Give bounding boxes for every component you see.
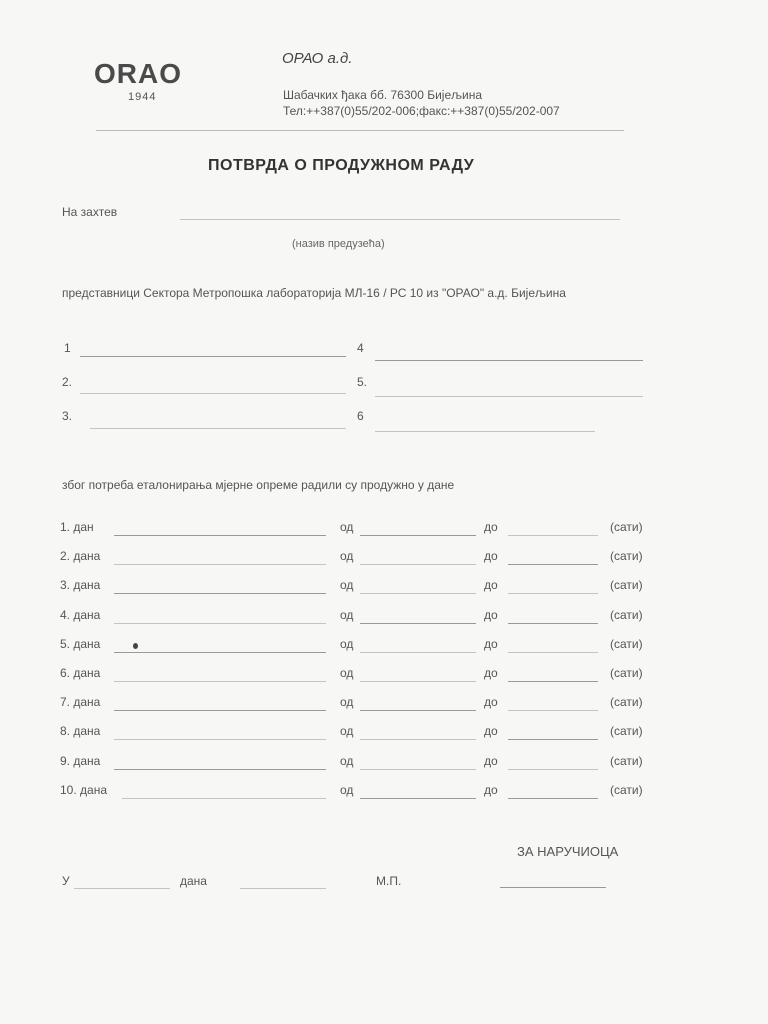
from-label: од xyxy=(340,549,354,563)
to-time-line xyxy=(508,798,598,799)
to-time-line xyxy=(508,535,598,536)
to-label: до xyxy=(484,608,498,622)
day-date-line xyxy=(114,623,326,624)
to-label: до xyxy=(484,578,498,592)
from-time-line xyxy=(360,564,476,565)
from-label: од xyxy=(340,608,354,622)
person-line xyxy=(375,396,643,397)
person-number: 3. xyxy=(62,409,73,423)
company-phone-fax: Тел:++387(0)55/202-006;факс:++387(0)55/202-007 xyxy=(283,104,560,118)
to-time-line xyxy=(508,739,598,740)
person-line xyxy=(90,428,346,429)
client-label: ЗА НАРУЧИОЦА xyxy=(517,844,619,859)
hours-unit: (сати) xyxy=(610,520,643,534)
logo-year: 1944 xyxy=(128,91,157,103)
hours-unit: (сати) xyxy=(610,724,643,738)
document-title: ПОТВРДА О ПРОДУЖНОМ РАДУ xyxy=(208,157,475,174)
day-label: 3. дана xyxy=(60,578,101,592)
from-label: од xyxy=(340,520,354,534)
to-time-line xyxy=(508,769,598,770)
to-label: до xyxy=(484,666,498,680)
hours-unit: (сати) xyxy=(610,783,643,797)
from-time-line xyxy=(360,739,476,740)
signature-line xyxy=(500,887,606,888)
from-label: од xyxy=(340,754,354,768)
hours-unit: (сати) xyxy=(610,549,643,563)
from-time-line xyxy=(360,769,476,770)
day-label: 1. дан xyxy=(60,520,94,534)
person-number: 2. xyxy=(62,375,73,389)
company-logo: ORAO xyxy=(94,58,182,89)
day-date-line xyxy=(114,769,326,770)
to-label: до xyxy=(484,520,498,534)
from-time-line xyxy=(360,652,476,653)
date-line xyxy=(240,888,326,889)
from-label: од xyxy=(340,666,354,680)
from-time-line xyxy=(360,681,476,682)
person-line xyxy=(375,360,643,361)
from-label: од xyxy=(340,783,354,797)
to-label: до xyxy=(484,783,498,797)
day-date-line xyxy=(122,798,326,799)
person-line xyxy=(80,356,346,357)
place-label: У xyxy=(62,874,70,888)
company-name-caption: (назив предузећа) xyxy=(292,238,385,250)
to-label: до xyxy=(484,695,498,709)
day-date-line xyxy=(114,535,326,536)
request-label: На захтев xyxy=(62,205,118,219)
date-label: дана xyxy=(180,874,207,888)
day-label: 7. дана xyxy=(60,695,101,709)
header-divider xyxy=(96,130,624,131)
hours-unit: (сати) xyxy=(610,695,643,709)
day-date-line xyxy=(114,681,326,682)
day-date-line xyxy=(114,593,326,594)
person-number: 1 xyxy=(64,341,71,355)
day-date-line xyxy=(114,710,326,711)
hours-unit: (сати) xyxy=(610,578,643,592)
from-time-line xyxy=(360,623,476,624)
to-time-line xyxy=(508,681,598,682)
to-time-line xyxy=(508,564,598,565)
person-number: 5. xyxy=(357,375,368,389)
hours-unit: (сати) xyxy=(610,754,643,768)
day-label: 8. дана xyxy=(60,724,101,738)
to-label: до xyxy=(484,754,498,768)
from-time-line xyxy=(360,593,476,594)
day-label: 2. дана xyxy=(60,549,101,563)
representatives-text: представници Сектора Метропошка лабораторија МЛ-16 / РС 10 из "ОРАО" а.д. Бијељина xyxy=(62,286,566,300)
to-time-line xyxy=(508,593,598,594)
company-name-line xyxy=(180,219,620,220)
to-time-line xyxy=(508,623,598,624)
to-time-line xyxy=(508,710,598,711)
day-date-line xyxy=(114,652,326,653)
hours-unit: (сати) xyxy=(610,608,643,622)
day-label: 10. дана xyxy=(60,783,107,797)
hours-unit: (сати) xyxy=(610,666,643,680)
stamp-label: М.П. xyxy=(376,874,402,888)
to-label: до xyxy=(484,724,498,738)
from-label: од xyxy=(340,637,354,651)
to-time-line xyxy=(508,652,598,653)
day-date-line xyxy=(114,564,326,565)
from-label: од xyxy=(340,578,354,592)
day-label: 6. дана xyxy=(60,666,101,680)
from-label: од xyxy=(340,724,354,738)
place-line xyxy=(74,888,170,889)
from-time-line xyxy=(360,710,476,711)
person-number: 6 xyxy=(357,409,364,423)
hours-unit: (сати) xyxy=(610,637,643,651)
person-number: 4 xyxy=(357,341,364,355)
company-name: ОРАО а.д. xyxy=(282,50,353,67)
day-label: 4. дана xyxy=(60,608,101,622)
to-label: до xyxy=(484,549,498,563)
company-address: Шабачких ђака бб. 76300 Бијељина xyxy=(283,88,483,102)
from-time-line xyxy=(360,798,476,799)
from-time-line xyxy=(360,535,476,536)
person-line xyxy=(80,393,346,394)
day-date-line xyxy=(114,739,326,740)
day-label: 9. дана xyxy=(60,754,101,768)
day-label: 5. дана xyxy=(60,637,101,651)
ink-speck xyxy=(133,643,138,649)
person-line xyxy=(375,431,595,432)
reason-text: због потреба еталонирања мјерне опреме радили су продужно у дане xyxy=(62,478,455,492)
from-label: од xyxy=(340,695,354,709)
to-label: до xyxy=(484,637,498,651)
